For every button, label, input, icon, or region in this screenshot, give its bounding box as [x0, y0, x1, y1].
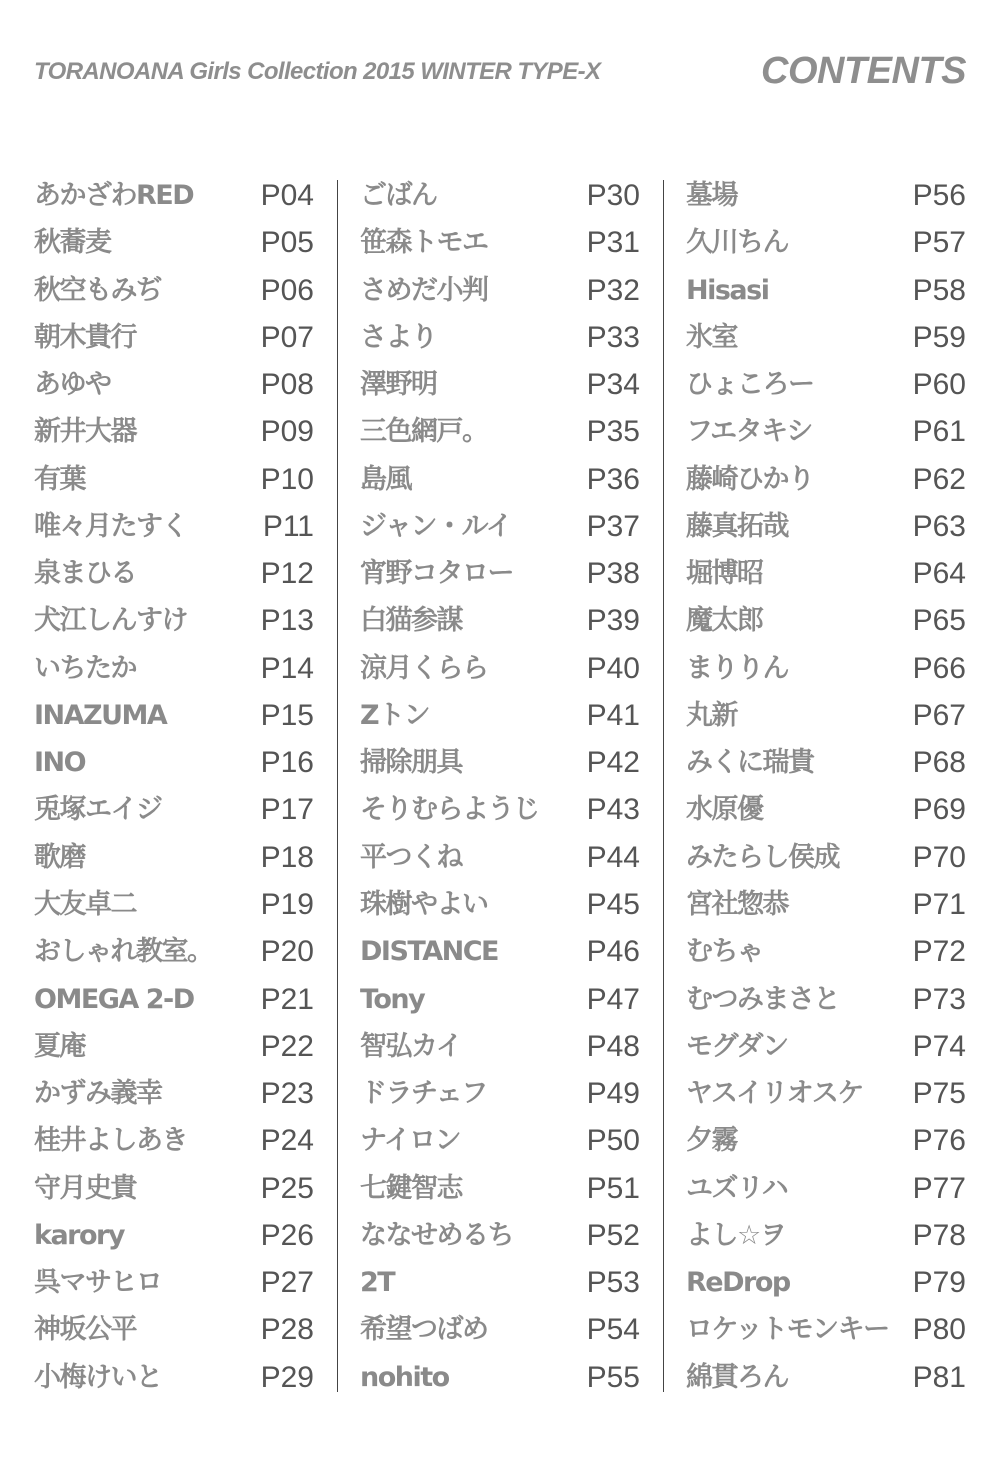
- page-number: P32: [586, 273, 640, 307]
- artist-name: nohito: [360, 1361, 449, 1393]
- contents-entry: [686, 645, 976, 692]
- artist-name: まりりん: [686, 652, 788, 684]
- artist-name: OMEGA 2-D: [34, 983, 194, 1015]
- contents-entry: [34, 219, 324, 266]
- contents-entry: [34, 881, 324, 928]
- contents-entry: [34, 1306, 324, 1353]
- artist-name: みたらし侯成: [686, 841, 839, 873]
- artist-name: ロケットモンキー: [686, 1314, 889, 1346]
- artist-name: 犬江しんすけ: [34, 605, 187, 637]
- artist-name: 兎塚エイジ: [34, 794, 162, 826]
- artist-name: ひょころー: [686, 369, 814, 401]
- contents-entry: [686, 881, 976, 928]
- artist-name: 丸新: [686, 699, 737, 731]
- page-number: P79: [912, 1266, 966, 1300]
- contents-entry: [360, 172, 650, 219]
- page-number: P27: [260, 1266, 314, 1300]
- page-number: P73: [912, 982, 966, 1016]
- artist-name: 秋蕎麦: [34, 227, 111, 259]
- page-number: P37: [586, 509, 640, 543]
- page-number: P41: [586, 698, 640, 732]
- contents-entry: [34, 597, 324, 644]
- artist-name: むちゃ: [686, 936, 763, 968]
- contents-entry: [360, 1117, 650, 1164]
- artist-name: Tony: [360, 983, 425, 1015]
- page-number: P42: [586, 746, 640, 780]
- contents-entry: [360, 314, 650, 361]
- artist-name: 綿貫ろん: [686, 1361, 788, 1393]
- artist-name: INO: [34, 747, 86, 779]
- contents-entry: [34, 834, 324, 881]
- contents-heading: CONTENTS: [761, 50, 966, 92]
- page-number: P46: [586, 935, 640, 969]
- artist-name: 魔太郎: [686, 605, 763, 637]
- page-number: P51: [586, 1171, 640, 1205]
- contents-entry: [360, 267, 650, 314]
- contents-entry: [360, 456, 650, 503]
- artist-name: そりむらようじ: [360, 794, 539, 826]
- contents-entry: [686, 597, 976, 644]
- artist-name: おしゃれ教室。: [34, 936, 213, 968]
- page-number: P60: [912, 368, 966, 402]
- artist-name: 神坂公平: [34, 1314, 136, 1346]
- page-number: P35: [586, 415, 640, 449]
- page-number: P14: [260, 651, 314, 685]
- artist-name: 氷室: [686, 321, 737, 353]
- page-number: P40: [586, 651, 640, 685]
- artist-name: 泉まひる: [34, 558, 136, 590]
- contents-entry: [686, 739, 976, 786]
- artist-name: 久川ちん: [686, 227, 788, 259]
- page-number: P06: [260, 273, 314, 307]
- page-number: P26: [260, 1218, 314, 1252]
- contents-entry: [34, 645, 324, 692]
- page-number: P08: [260, 368, 314, 402]
- page-number: P57: [912, 226, 966, 260]
- page-number: P36: [586, 462, 640, 496]
- contents-entry: [360, 219, 650, 266]
- contents-entry: [686, 786, 976, 833]
- contents-column-3: [686, 172, 976, 1401]
- page-number: P18: [260, 840, 314, 874]
- page-number: P04: [260, 179, 314, 212]
- page-number: P44: [586, 840, 640, 874]
- page-number: P09: [260, 415, 314, 449]
- page-number: P49: [586, 1077, 640, 1111]
- contents-entry: [34, 1023, 324, 1070]
- artist-name: ななせめるち: [360, 1219, 513, 1251]
- contents-entry: [360, 739, 650, 786]
- page-number: P22: [260, 1029, 314, 1063]
- page-number: P72: [912, 935, 966, 969]
- page-number: P38: [586, 557, 640, 591]
- contents-entry: [686, 1023, 976, 1070]
- artist-name: 歌磨: [34, 841, 85, 873]
- contents-entry: [360, 834, 650, 881]
- artist-name: INAZUMA: [34, 699, 167, 731]
- page-number: P65: [912, 604, 966, 638]
- artist-name: さより: [360, 321, 437, 353]
- page-number: P50: [586, 1124, 640, 1158]
- artist-name: あゆや: [34, 369, 111, 401]
- contents-entry: [34, 692, 324, 739]
- artist-name: ドラチェフ: [360, 1078, 487, 1110]
- artist-name: 守月史貴: [34, 1172, 136, 1204]
- artist-name: 唯々月たすく: [34, 510, 187, 542]
- contents-entry: [686, 1165, 976, 1212]
- contents-entry: [686, 928, 976, 975]
- artist-name: ユズリハ: [686, 1172, 788, 1204]
- artist-name: Hisasi: [686, 274, 769, 306]
- artist-name: 堀博昭: [686, 558, 763, 590]
- contents-entry: [34, 739, 324, 786]
- artist-name: 桂井よしあき: [34, 1125, 187, 1157]
- artist-name: いちたか: [34, 652, 136, 684]
- artist-name: 平つくね: [360, 841, 462, 873]
- contents-entry: [360, 408, 650, 455]
- artist-name: 白猫参謀: [360, 605, 462, 637]
- contents-entry: [360, 1354, 650, 1401]
- contents-entry: [686, 1259, 976, 1306]
- contents-entry: [34, 1117, 324, 1164]
- contents-entry: [360, 786, 650, 833]
- page-number: P11: [262, 509, 314, 543]
- artist-name: ReDrop: [686, 1267, 790, 1299]
- contents-entry: [34, 1070, 324, 1117]
- page-number: P48: [586, 1029, 640, 1063]
- page-number: P68: [912, 746, 966, 780]
- page-number: P74: [912, 1029, 966, 1063]
- page-number: P70: [912, 840, 966, 874]
- artist-name: 三色網戸。: [360, 416, 488, 448]
- artist-name: 2T: [360, 1267, 395, 1299]
- artist-name: 宮社惣恭: [686, 888, 788, 920]
- contents-entry: [360, 928, 650, 975]
- page-number: P77: [912, 1171, 966, 1205]
- page-number: P58: [912, 273, 966, 307]
- page-number: P78: [912, 1218, 966, 1252]
- artist-name: 大友卓二: [34, 888, 136, 920]
- page-number: P80: [912, 1313, 966, 1347]
- contents-entry: [360, 1212, 650, 1259]
- page-number: P69: [912, 793, 966, 827]
- contents-entry: [686, 267, 976, 314]
- page-number: P10: [260, 462, 314, 496]
- artist-name: 掃除朋具: [360, 747, 462, 779]
- page-number: P55: [586, 1360, 640, 1394]
- page-number: P12: [260, 557, 314, 591]
- contents-entry: [34, 172, 324, 219]
- page-number: P53: [586, 1266, 640, 1300]
- page-number: P34: [586, 368, 640, 402]
- page-number: P64: [912, 557, 966, 591]
- artist-name: さめだ小判: [360, 274, 488, 306]
- artist-name: 呉マサヒロ: [34, 1267, 162, 1299]
- contents-entry: [34, 1354, 324, 1401]
- page-number: P76: [912, 1124, 966, 1158]
- artist-name: ジャン・ルイ: [360, 510, 512, 542]
- artist-name: ごばん: [360, 180, 437, 211]
- page-number: P62: [912, 462, 966, 496]
- page-number: P16: [260, 746, 314, 780]
- page-number: P54: [586, 1313, 640, 1347]
- contents-column-1: [34, 172, 324, 1401]
- contents-entry: [686, 976, 976, 1023]
- artist-name: 有葉: [34, 463, 85, 495]
- page-number: P75: [912, 1077, 966, 1111]
- page-number: P19: [260, 887, 314, 921]
- page-number: P21: [260, 982, 314, 1016]
- artist-name: 夏庵: [34, 1030, 85, 1062]
- contents-entry: [686, 503, 976, 550]
- artist-name: 珠樹やよい: [360, 888, 488, 920]
- page-number: P31: [586, 226, 640, 260]
- contents-entry: [360, 503, 650, 550]
- page-number: P15: [260, 698, 314, 732]
- contents-entry: [360, 597, 650, 644]
- contents-entry: [360, 1306, 650, 1353]
- page-number: P30: [586, 179, 640, 212]
- artist-name: フエタキシ: [686, 416, 812, 448]
- page-number: P25: [260, 1171, 314, 1205]
- contents-entry: [686, 1306, 976, 1353]
- contents-entry: [34, 503, 324, 550]
- contents-column-2: [360, 172, 650, 1401]
- artist-name: みくに瑞貴: [686, 747, 814, 779]
- contents-entry: [360, 361, 650, 408]
- page-number: P33: [586, 320, 640, 354]
- contents-entry: [686, 1354, 976, 1401]
- contents-entry: [686, 692, 976, 739]
- artist-name: 小梅けいと: [34, 1361, 162, 1393]
- contents-entry: [360, 881, 650, 928]
- contents-entry: [686, 219, 976, 266]
- contents-entry: [686, 361, 976, 408]
- page-header: [34, 50, 970, 100]
- contents-entry: [34, 1259, 324, 1306]
- page-number: P43: [586, 793, 640, 827]
- contents-entry: [686, 1070, 976, 1117]
- artist-name: よし☆ヲ: [686, 1219, 786, 1251]
- artist-name: Zトン: [360, 699, 430, 731]
- page-number: P67: [912, 698, 966, 732]
- contents-entry: [34, 361, 324, 408]
- artist-name: 墓場: [686, 180, 737, 211]
- page-number: P24: [260, 1124, 314, 1158]
- contents-entry: [34, 550, 324, 597]
- artist-name: DISTANCE: [360, 936, 498, 968]
- page-number: P17: [260, 793, 314, 827]
- page-number: P61: [912, 415, 966, 449]
- artist-name: 朝木貴行: [34, 321, 136, 353]
- contents-entry: [686, 456, 976, 503]
- artist-name: ナイロン: [360, 1125, 461, 1157]
- page-number: P23: [260, 1077, 314, 1111]
- contents-entry: [686, 172, 976, 219]
- page-number: P45: [586, 887, 640, 921]
- contents-entry: [360, 645, 650, 692]
- page-number: P59: [912, 320, 966, 354]
- page-number: P28: [260, 1313, 314, 1347]
- contents-entry: [34, 1212, 324, 1259]
- artist-name: むつみまさと: [686, 983, 839, 1015]
- artist-name: 秋空もみぢ: [34, 274, 162, 306]
- contents-entry: [34, 976, 324, 1023]
- contents-entry: [686, 834, 976, 881]
- contents-entry: [34, 408, 324, 455]
- artist-name: かずみ義幸: [34, 1078, 162, 1110]
- page-number: P56: [912, 179, 966, 212]
- contents-entry: [360, 692, 650, 739]
- contents-entry: [34, 267, 324, 314]
- artist-name: 笹森トモエ: [360, 227, 488, 259]
- artist-name: 智弘カイ: [360, 1030, 462, 1062]
- contents-entry: [34, 928, 324, 975]
- artist-name: 藤崎ひかり: [686, 463, 814, 495]
- artist-name: モグダン: [686, 1030, 788, 1062]
- contents-entry: [34, 314, 324, 361]
- page-number: P20: [260, 935, 314, 969]
- artist-name: 水原優: [686, 794, 763, 826]
- artist-name: 希望つばめ: [360, 1314, 488, 1346]
- page-number: P66: [912, 651, 966, 685]
- page-number: P07: [260, 320, 314, 354]
- contents-entry: [360, 1259, 650, 1306]
- artist-name: 宵野コタロー: [360, 558, 513, 590]
- page-number: P29: [260, 1360, 314, 1394]
- page-number: P71: [912, 887, 966, 921]
- page-number: P63: [912, 509, 966, 543]
- page-number: P13: [260, 604, 314, 638]
- contents-entry: [360, 550, 650, 597]
- artist-name: 涼月くらら: [360, 652, 488, 684]
- contents-entry: [686, 1117, 976, 1164]
- page-number: P52: [586, 1218, 640, 1252]
- page-number: P39: [586, 604, 640, 638]
- contents-entry: [34, 786, 324, 833]
- contents-entry: [34, 456, 324, 503]
- contents-entry: [360, 1070, 650, 1117]
- artist-name: karory: [34, 1219, 124, 1251]
- contents-entry: [360, 1023, 650, 1070]
- contents-entry: [34, 1165, 324, 1212]
- artist-name: 島風: [360, 463, 411, 495]
- artist-name: 七鍵智志: [360, 1172, 462, 1204]
- contents-entry: [360, 1165, 650, 1212]
- artist-name: 夕霧: [686, 1125, 737, 1157]
- artist-name: あかざわRED: [34, 180, 194, 211]
- page-number: P47: [586, 982, 640, 1016]
- page-number: P81: [912, 1360, 966, 1394]
- contents-entry: [686, 550, 976, 597]
- artist-name: 澤野明: [360, 369, 437, 401]
- artist-name: ヤスイリオスケ: [686, 1078, 863, 1110]
- artist-name: 新井大器: [34, 416, 136, 448]
- contents-entry: [360, 976, 650, 1023]
- page-number: P05: [260, 226, 314, 260]
- artist-name: 藤真拓哉: [686, 510, 788, 542]
- contents-columns: [0, 172, 1000, 1402]
- contents-entry: [686, 314, 976, 361]
- contents-entry: [686, 1212, 976, 1259]
- contents-entry: [686, 408, 976, 455]
- collection-title: TORANOANA Girls Collection 2015 WINTER TYPE-X: [34, 58, 601, 85]
